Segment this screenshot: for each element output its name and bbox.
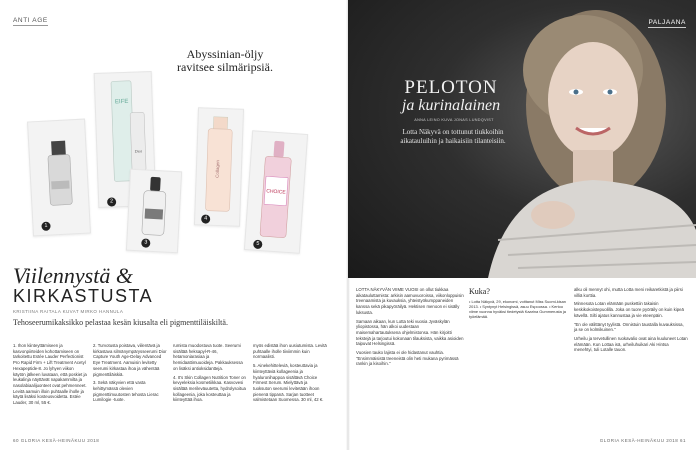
kuka-box <box>469 287 569 319</box>
column-paragraph: 5. Ainekehitteleviä, kosteuttavia ja kiinteyttäviä kollageenia ja hyaluronihappoa sisältävä Choice Firmest Serum. Mielyttävä ja tuoksuton seerumi levitetään ihoon pienenä tippanä. Sarjan tuotteet valmistetaan Suomessa. 30 ml, 42 €. <box>253 363 324 403</box>
svg-text:Dior: Dior <box>134 148 143 154</box>
title-line-2: ja kurinalainen <box>401 97 501 114</box>
column-paragraph: Samaan aikaan, kun Lotta teki vuosia Jyväskylän yliopistossa, hän alkoi uudestaan maisemahartautuksena ohjelmistonsa. Hän kirjoitti tekstejä ja tarjoutui kokonaan tilauksista, vaikka asioiden taipuvat Helsingissä. <box>356 318 464 347</box>
product-number: 4 <box>201 214 210 223</box>
photo-credit: ANNA LEINO KUVA JONAS LUNDQVIST <box>414 118 494 122</box>
text-column-right-3 <box>574 287 688 356</box>
article-headline: Viilennystä & <box>13 263 133 288</box>
column-paragraph: alku oli mennyt ohi, mutta Lotta meni reikaretkistä ja piirsi villiä korttia. <box>574 287 683 298</box>
column-paragraph: 3. Sekä näkyvien että vasta kehittymässä olevien pigmenttimuutosten tehosta Lierac Lumilogie -tuote. <box>93 380 159 403</box>
column-paragraph: Minnesota Lotan elämään puskettiin takaisin keskikokoistepuolilla. Joka on tuore pyöräily on kuin kipeä kävellä. Silti ajatus kannustaa ja vie eteenpäin. <box>574 301 684 318</box>
title-line-1: PELOTON <box>404 77 498 98</box>
section-tag: PALJAANA <box>648 19 686 26</box>
column-paragraph: LOTTA NÄKYVÄN VIIME VUOSI on ollut tiukkaa aikatauluttamista: arkisin aamuvuoroissa, viikonloppuisin treenaamista ja kuvauksia, yhteistyökumppaneiden kanssa sekä pikapyöräilyä. Hektisen menoon ei sisälly luksusta. <box>356 287 464 315</box>
callout-text: Abyssinian-öljy ravitsee silmäripsiä. <box>177 47 273 74</box>
column-paragraph: "En ole välittänyt tyylistä. Onnistuin taustalla kuvauksissa, ja se on kolmikuinen." <box>574 321 684 333</box>
dropper-bottle-icon <box>127 170 183 255</box>
column-paragraph: 4. It's Skin Collagen Nutrition Toner on kevyeleksia kosmetiikkaa. Kasvovesi sisältää merileväuutetta, hydrolysoitua kollageenia, joka kosteuttaa ja kiinteyttää ihoa. <box>173 374 246 403</box>
text-column-3 <box>173 343 247 406</box>
product-card-3 <box>126 169 182 254</box>
text-column-4 <box>253 343 327 406</box>
kuka-title: Kuka? <box>469 287 490 296</box>
product-number: 5 <box>253 240 263 250</box>
product-card-1 <box>27 119 91 237</box>
lead-paragraph: Tehoseerumikaksikko pelastaa kesän kiusalta eli pigmenttiläiskiltä. <box>13 318 228 327</box>
svg-text:CHOICE: CHOICE <box>266 188 286 196</box>
text-column-1 <box>13 343 87 409</box>
column-paragraph: 2. Turvotusta poistava, viilentävä ja kirkastava silmänympärysseerumi Dior Capture Youth Age-Delay Advanced Eye Treatment. Aamuisin levitetty seerumi kirkastaa ihoa ja vähentää pigmenttiläiskiä. <box>93 343 167 377</box>
section-tag: ANTI AGE <box>13 17 48 24</box>
byline: KRISTIINA RAITALA KUVAT MIRKO HANNULA <box>13 309 124 314</box>
article-headline-2: KIRKASTUSTA <box>13 286 154 306</box>
serum-bottle-icon <box>28 120 92 238</box>
svg-text:Collagen: Collagen <box>214 159 221 178</box>
product-card-4 <box>194 107 244 227</box>
page-footer: GLORIA KESÄ-HEINÄKUU 2018 61 <box>599 438 686 443</box>
photo-subtitle: Lotta Näkyvä on tottunut tiukkoihin aikatauluihin ja haikaisiin tilanteisiin. <box>400 128 506 145</box>
product-card-5 <box>244 130 308 254</box>
product-number: 2 <box>107 197 116 206</box>
right-page <box>348 0 696 450</box>
page-gutter <box>346 0 350 450</box>
photo-title <box>386 78 516 114</box>
text-column-2 <box>93 343 167 406</box>
page-footer: 60 GLORIA KESÄ-HEINÄKUU 2018 <box>13 438 100 443</box>
product-number: 3 <box>141 238 150 247</box>
choice-serum-icon <box>245 131 309 255</box>
column-paragraph: Vuosien tauko lajista ei ole hidastanut vauhtia. "Ensimmäisistä treeneistä olin heti mukana pyrimässä rankin ja kisoihin." <box>356 350 459 367</box>
column-paragraph: rumista muodostuva tuote. Seerumi sisältää heksapyl-R-46, hetamoniarasiaa ja hemidaattimuuoideja. Pakkauksessa on lisäksi antioksidantteja. <box>173 343 243 371</box>
product-number: 1 <box>41 222 50 231</box>
column-paragraph: 1. Ihon kiinteyttämiseen ja kasvonpiirteiden kohottamiseen on tarkoitettu Estée Lauder Perfectionist Pro Rapid Firm + Lift Treatment Acetyl Hexapeptide-8. Jo lyhyen viikon käytön jälkeen luvataan, että poskiet ja leukalinja näyttävät napakammilta ja nasolabiaalijuonteet ovat pehmenneet. Levitä aamuin illoin puhtaalle iholle ja käytä lisäksi kosteusvoidetta. Estée Lauder, 30 ml, 55 €. <box>13 343 87 406</box>
column-paragraph: myös edistää ihon uusiutumista. Levitä puhtaalle iholle tiiviimmin kuin normaalisti. <box>253 343 327 360</box>
kuka-text: • Lotta Näkyvä, 29, ekonomi, voittanut Miss Suomi-kisan 2013. • Syntynyt Helsingissä, asuu Espoossa. • Kertoo viime vuonna hyväksi tiedetystä Kaarina Gummerusta ja työelämää. <box>469 299 566 319</box>
portrait-photo <box>348 0 696 278</box>
column-paragraph: Urheilu ja tervetullinen ruokavalio ovat aina kuuluneet Lotan elämään. Kun Lottaa isä, urheiluhuikari Aki Hintsa menehtyi, tuli Lotalle tauon. <box>574 335 688 353</box>
text-column-right-1 <box>356 287 464 370</box>
svg-text:EIFE: EIFE <box>114 98 129 106</box>
toner-bottle-icon <box>195 108 245 228</box>
